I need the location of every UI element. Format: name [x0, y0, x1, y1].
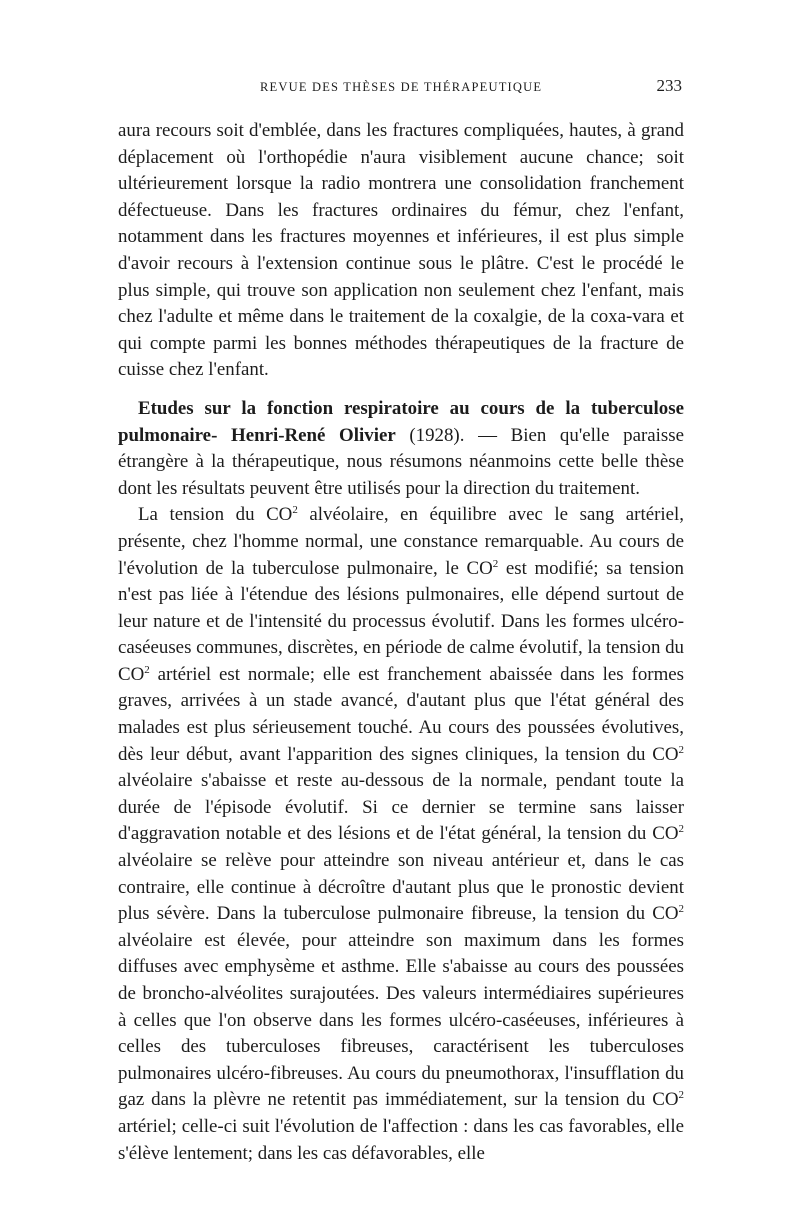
- body-text: [118, 118, 684, 1167]
- superscript: 2: [678, 743, 684, 756]
- body-segment: alvéolaire se relève pour atteindre son niveau antérieur et, dans le cas contraire, elle continue à décroître d'autant plus que le pronostic devient plus sévère. Dans la tuberculose pulmonaire fibreuse, la tension du CO: [118, 850, 684, 925]
- body-segment: est modifié; sa tension n'est pas liée à l'étendue des lésions pulmonaires, elle dépend surtout de leur nature et de l'intensité du processus évolutif. Dans les formes ulcéro-caséeuses communes, discrètes, en période de calme évolutif, la tension du CO: [118, 557, 685, 685]
- thesis-year: (1928).: [409, 424, 465, 446]
- superscript: 2: [678, 823, 684, 836]
- body-segment: alvéolaire, en équilibre avec le sang artériel, présente, chez l'homme normal, une constance remarquable. Au cours de l'évolution de la tuberculose pulmonaire, le CO: [118, 504, 685, 579]
- body-segment: alvéolaire est élevée, pour atteindre son maximum dans les formes diffuses avec emphysème et asthme. Elle s'abaisse au cours des poussées de broncho-alvéolites surajoutées. Des valeurs intermédiaires supérieures à celles que l'on observe dans les formes ulcéro-caséeuses, inférieures à celles des tuberculoses fibreuses, caractérisent les tuberculoses pulmonaires ulcéro-fibreuses. Au cours du pneumothorax, l'insufflation du gaz dans la plèvre ne retentit pas immédiatement, sur la tension du CO: [118, 929, 684, 1111]
- superscript: 2: [292, 504, 298, 517]
- running-header: [222, 76, 682, 100]
- journal-title: REVUE DES THÈSES DE THÉRAPEUTIQUE: [260, 80, 543, 94]
- superscript: 2: [678, 1089, 684, 1102]
- body-segment: La tension du CO: [138, 504, 293, 526]
- superscript: 2: [492, 557, 499, 570]
- thesis-title: Etudes sur la fonction respiratoire au cours de la tuberculose pulmonaire- Henri-René Olivier: [118, 397, 684, 446]
- page-number: 233: [656, 76, 682, 95]
- body-segment: alvéolaire s'abaisse et reste au-dessous de la normale, pendant toute la durée de l'épisode évolutif. Si ce dernier se termine sans laisser d'aggravation notable et des lésions et de l'état général, la tension du CO: [118, 770, 684, 845]
- paragraph-continuation: aura recours soit d'emblée, dans les fractures compliquées, hautes, à grand déplacement où l'orthopédie n'aura visiblement aucune chance; soit ultérieurement lorsque la radio montrera une consolidation franchement défectueuse. Dans les fractures ordinaires du fémur, chez l'enfant, notamment dans les fractures moyennes et inférieures, il est plus simple d'avoir recours à l'extension continue sous le plâtre. C'est le procédé le plus simple, qui trouve son application non seulement chez l'enfant, mais chez l'adulte et même dans le traitement de la coxalgie, de la coxa-vara et qui compte parmi les bonnes méthodes thérapeutiques de la fracture de cuisse chez l'enfant.: [118, 120, 684, 381]
- thesis-summary-paragraph: [118, 396, 684, 502]
- co2-tension-paragraph: [118, 502, 684, 1167]
- body-segment: artériel; celle-ci suit l'évolution de l'affection : dans les cas favorables, elle s'élève lentement; dans les cas défavorables, elle: [118, 1115, 684, 1164]
- superscript: 2: [144, 663, 150, 676]
- body-segment: artériel est normale; elle est franchement abaissée dans les formes graves, arrivées à un stade avancé, d'autant plus que l'état général des malades est plus sérieusement touché. Au cours des poussées évolutives, dès leur début, avant l'apparition des signes cliniques, la tension du CO: [118, 663, 684, 765]
- superscript: 2: [678, 903, 684, 916]
- thesis-intro: — Bien qu'elle paraisse étrangère à la thérapeutique, nous résumons néanmoins cette belle thèse dont les résultats peuvent être utilisés pour la direction du traitement.: [118, 424, 684, 499]
